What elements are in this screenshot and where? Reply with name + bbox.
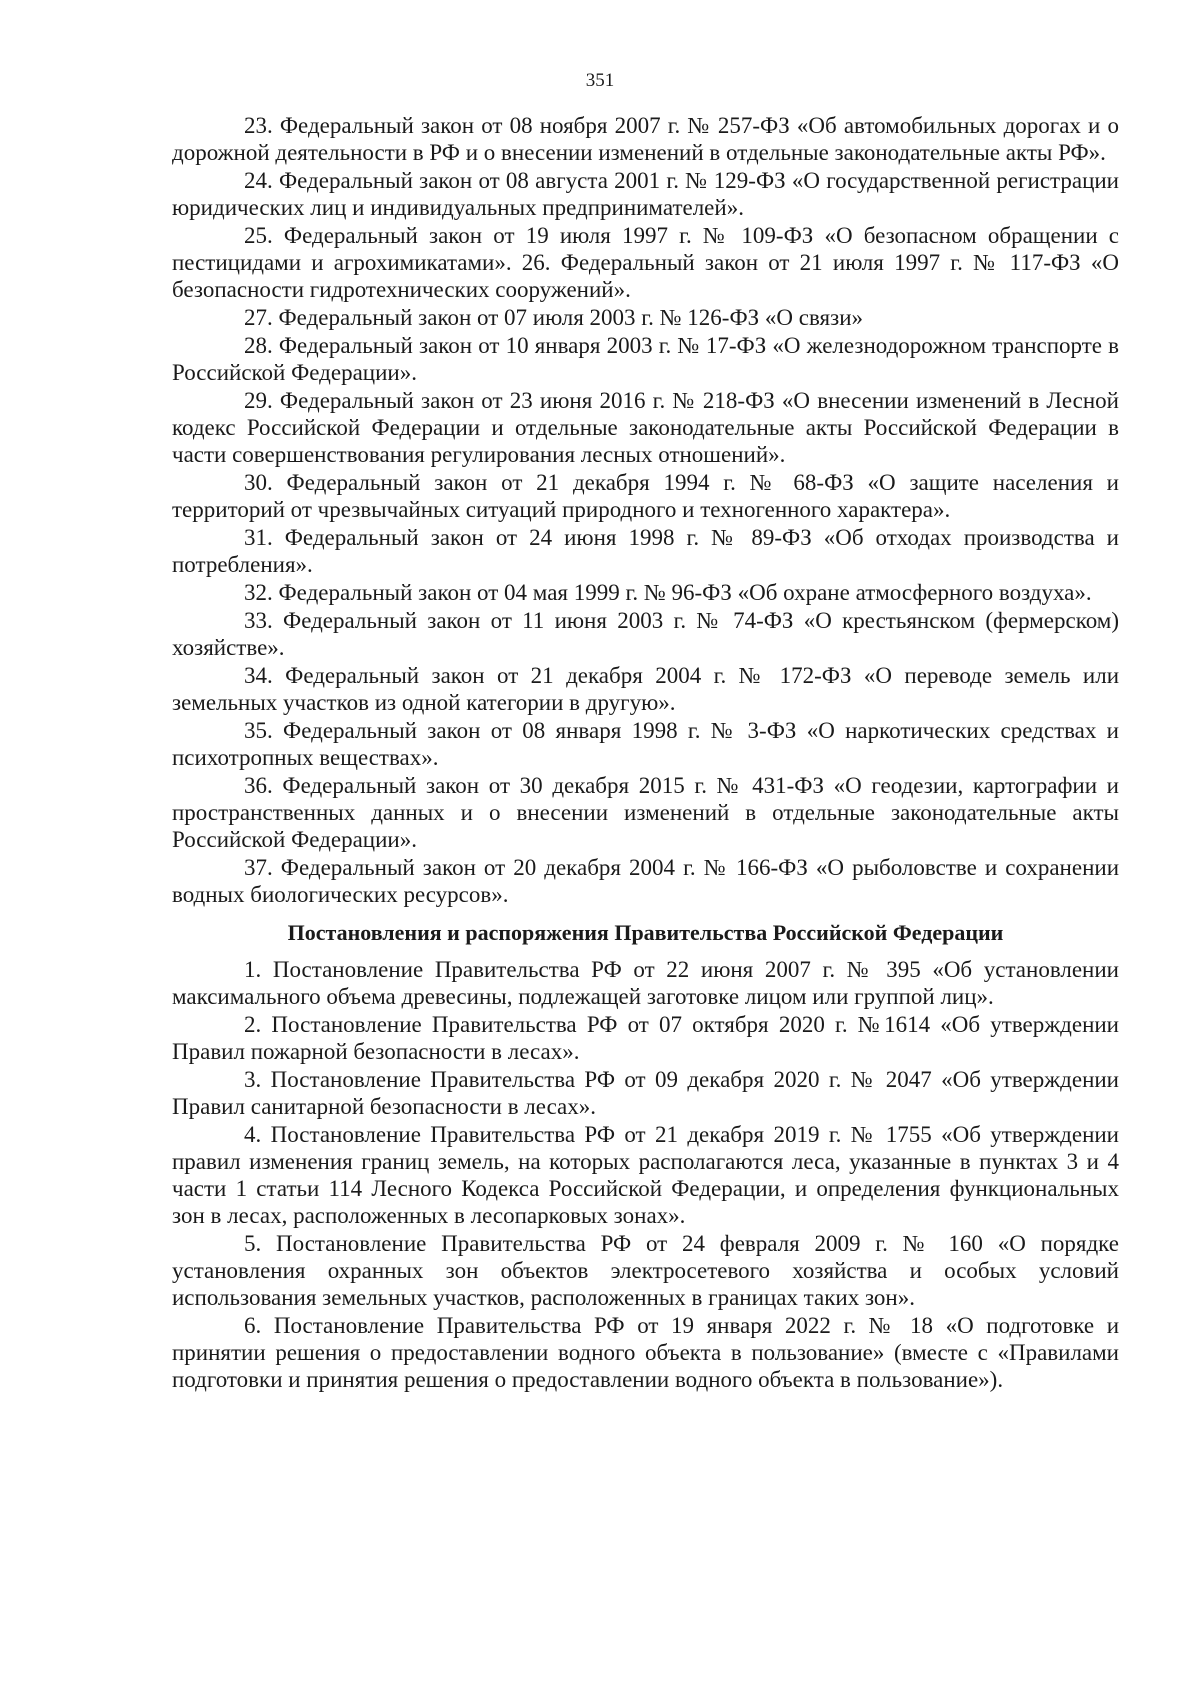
list-item: 29. Федеральный закон от 23 июня 2016 г. № 218-ФЗ «О внесении изменений в Лесной кодекс Российской Федерации и отдельные законодательные акты Российской Федерации в части совершенствования регулирования лесных отношений». <box>172 388 1119 467</box>
page-number: 351 <box>585 70 615 91</box>
list-item: 6. Постановление Правительства РФ от 19 января 2022 г. № 18 «О подготовке и принятии решения о предоставлении водного объекта в пользование» (вместе с «Правилами подготовки и принятия решения о предоставлении водного объекта в пользование»). <box>172 1313 1119 1392</box>
list-item: 33. Федеральный закон от 11 июня 2003 г. № 74-ФЗ «О крестьянском (фермерском) хозяйстве». <box>172 608 1119 660</box>
list-item: 30. Федеральный закон от 21 декабря 1994 г. № 68-ФЗ «О защите населения и территорий от чрезвычайных ситуаций природного и техногенного характера». <box>172 470 1119 522</box>
federal-laws-list <box>172 112 1119 908</box>
list-item: 31. Федеральный закон от 24 июня 1998 г. № 89-ФЗ «Об отходах производства и потребления». <box>172 525 1119 577</box>
list-item: 36. Федеральный закон от 30 декабря 2015 г. № 431-ФЗ «О геодезии, картографии и пространственных данных и о внесении изменений в отдельные законодательные акты Российской Федерации». <box>172 773 1119 852</box>
list-item: 27. Федеральный закон от 07 июля 2003 г. № 126-ФЗ «О связи» <box>244 305 864 330</box>
section-heading: Постановления и распоряжения Правительства Российской Федерации <box>287 920 1004 945</box>
government-resolutions-list <box>172 956 1119 1393</box>
list-item: 2. Постановление Правительства РФ от 07 октября 2020 г. №1614 «Об утверждении Правил пожарной безопасности в лесах». <box>172 1012 1119 1064</box>
list-item: 37. Федеральный закон от 20 декабря 2004 г. № 166-ФЗ «О рыболовстве и сохранении водных биологических ресурсов». <box>172 855 1119 907</box>
list-item: 1. Постановление Правительства РФ от 22 июня 2007 г. № 395 «Об установлении максимального объема древесины, подлежащей заготовке лицом или группой лиц». <box>172 957 1119 1009</box>
list-item: 4. Постановление Правительства РФ от 21 декабря 2019 г. № 1755 «Об утверждении правил изменения границ земель, на которых располагаются леса, указанные в пунктах 3 и 4 части 1 статьи 114 Лесного Кодекса Российской Федерации, и определения функциональных зон в лесах, расположенных в лесопарковых зонах». <box>172 1122 1119 1228</box>
list-item: 23. Федеральный закон от 08 ноября 2007 г. № 257-ФЗ «Об автомобильных дорогах и о дорожной деятельности в РФ и о внесении изменений в отдельные законодательные акты РФ». <box>172 113 1119 165</box>
list-item: 5. Постановление Правительства РФ от 24 февраля 2009 г. № 160 «О порядке установления охранных зон объектов электросетевого хозяйства и особых условий использования земельных участков, расположенных в границах таких зон». <box>172 1231 1119 1310</box>
list-item: 34. Федеральный закон от 21 декабря 2004 г. № 172-ФЗ «О переводе земель или земельных участков из одной категории в другую». <box>172 663 1119 715</box>
list-item: 3. Постановление Правительства РФ от 09 декабря 2020 г. № 2047 «Об утверждении Правил санитарной безопасности в лесах». <box>172 1067 1119 1119</box>
list-item: 35. Федеральный закон от 08 января 1998 г. № 3-ФЗ «О наркотических средствах и психотропных веществах». <box>172 718 1119 770</box>
list-item: 24. Федеральный закон от 08 августа 2001 г. № 129-ФЗ «О государственной регистрации юридических лиц и индивидуальных предпринимателей». <box>172 168 1119 220</box>
list-item: 32. Федеральный закон от 04 мая 1999 г. № 96-ФЗ «Об охране атмосферного воздуха». <box>244 580 1092 605</box>
list-item: 28. Федеральный закон от 10 января 2003 г. № 17-ФЗ «О железнодорожном транспорте в Российской Федерации». <box>172 333 1119 385</box>
list-item: 25. Федеральный закон от 19 июля 1997 г. № 109-ФЗ «О безопасном обращении с пестицидами и агрохимикатами». 26. Федеральный закон от 21 июля 1997 г. № 117-ФЗ «О безопасности гидротехнических сооружений». <box>172 223 1119 302</box>
document-body <box>172 112 1119 1394</box>
